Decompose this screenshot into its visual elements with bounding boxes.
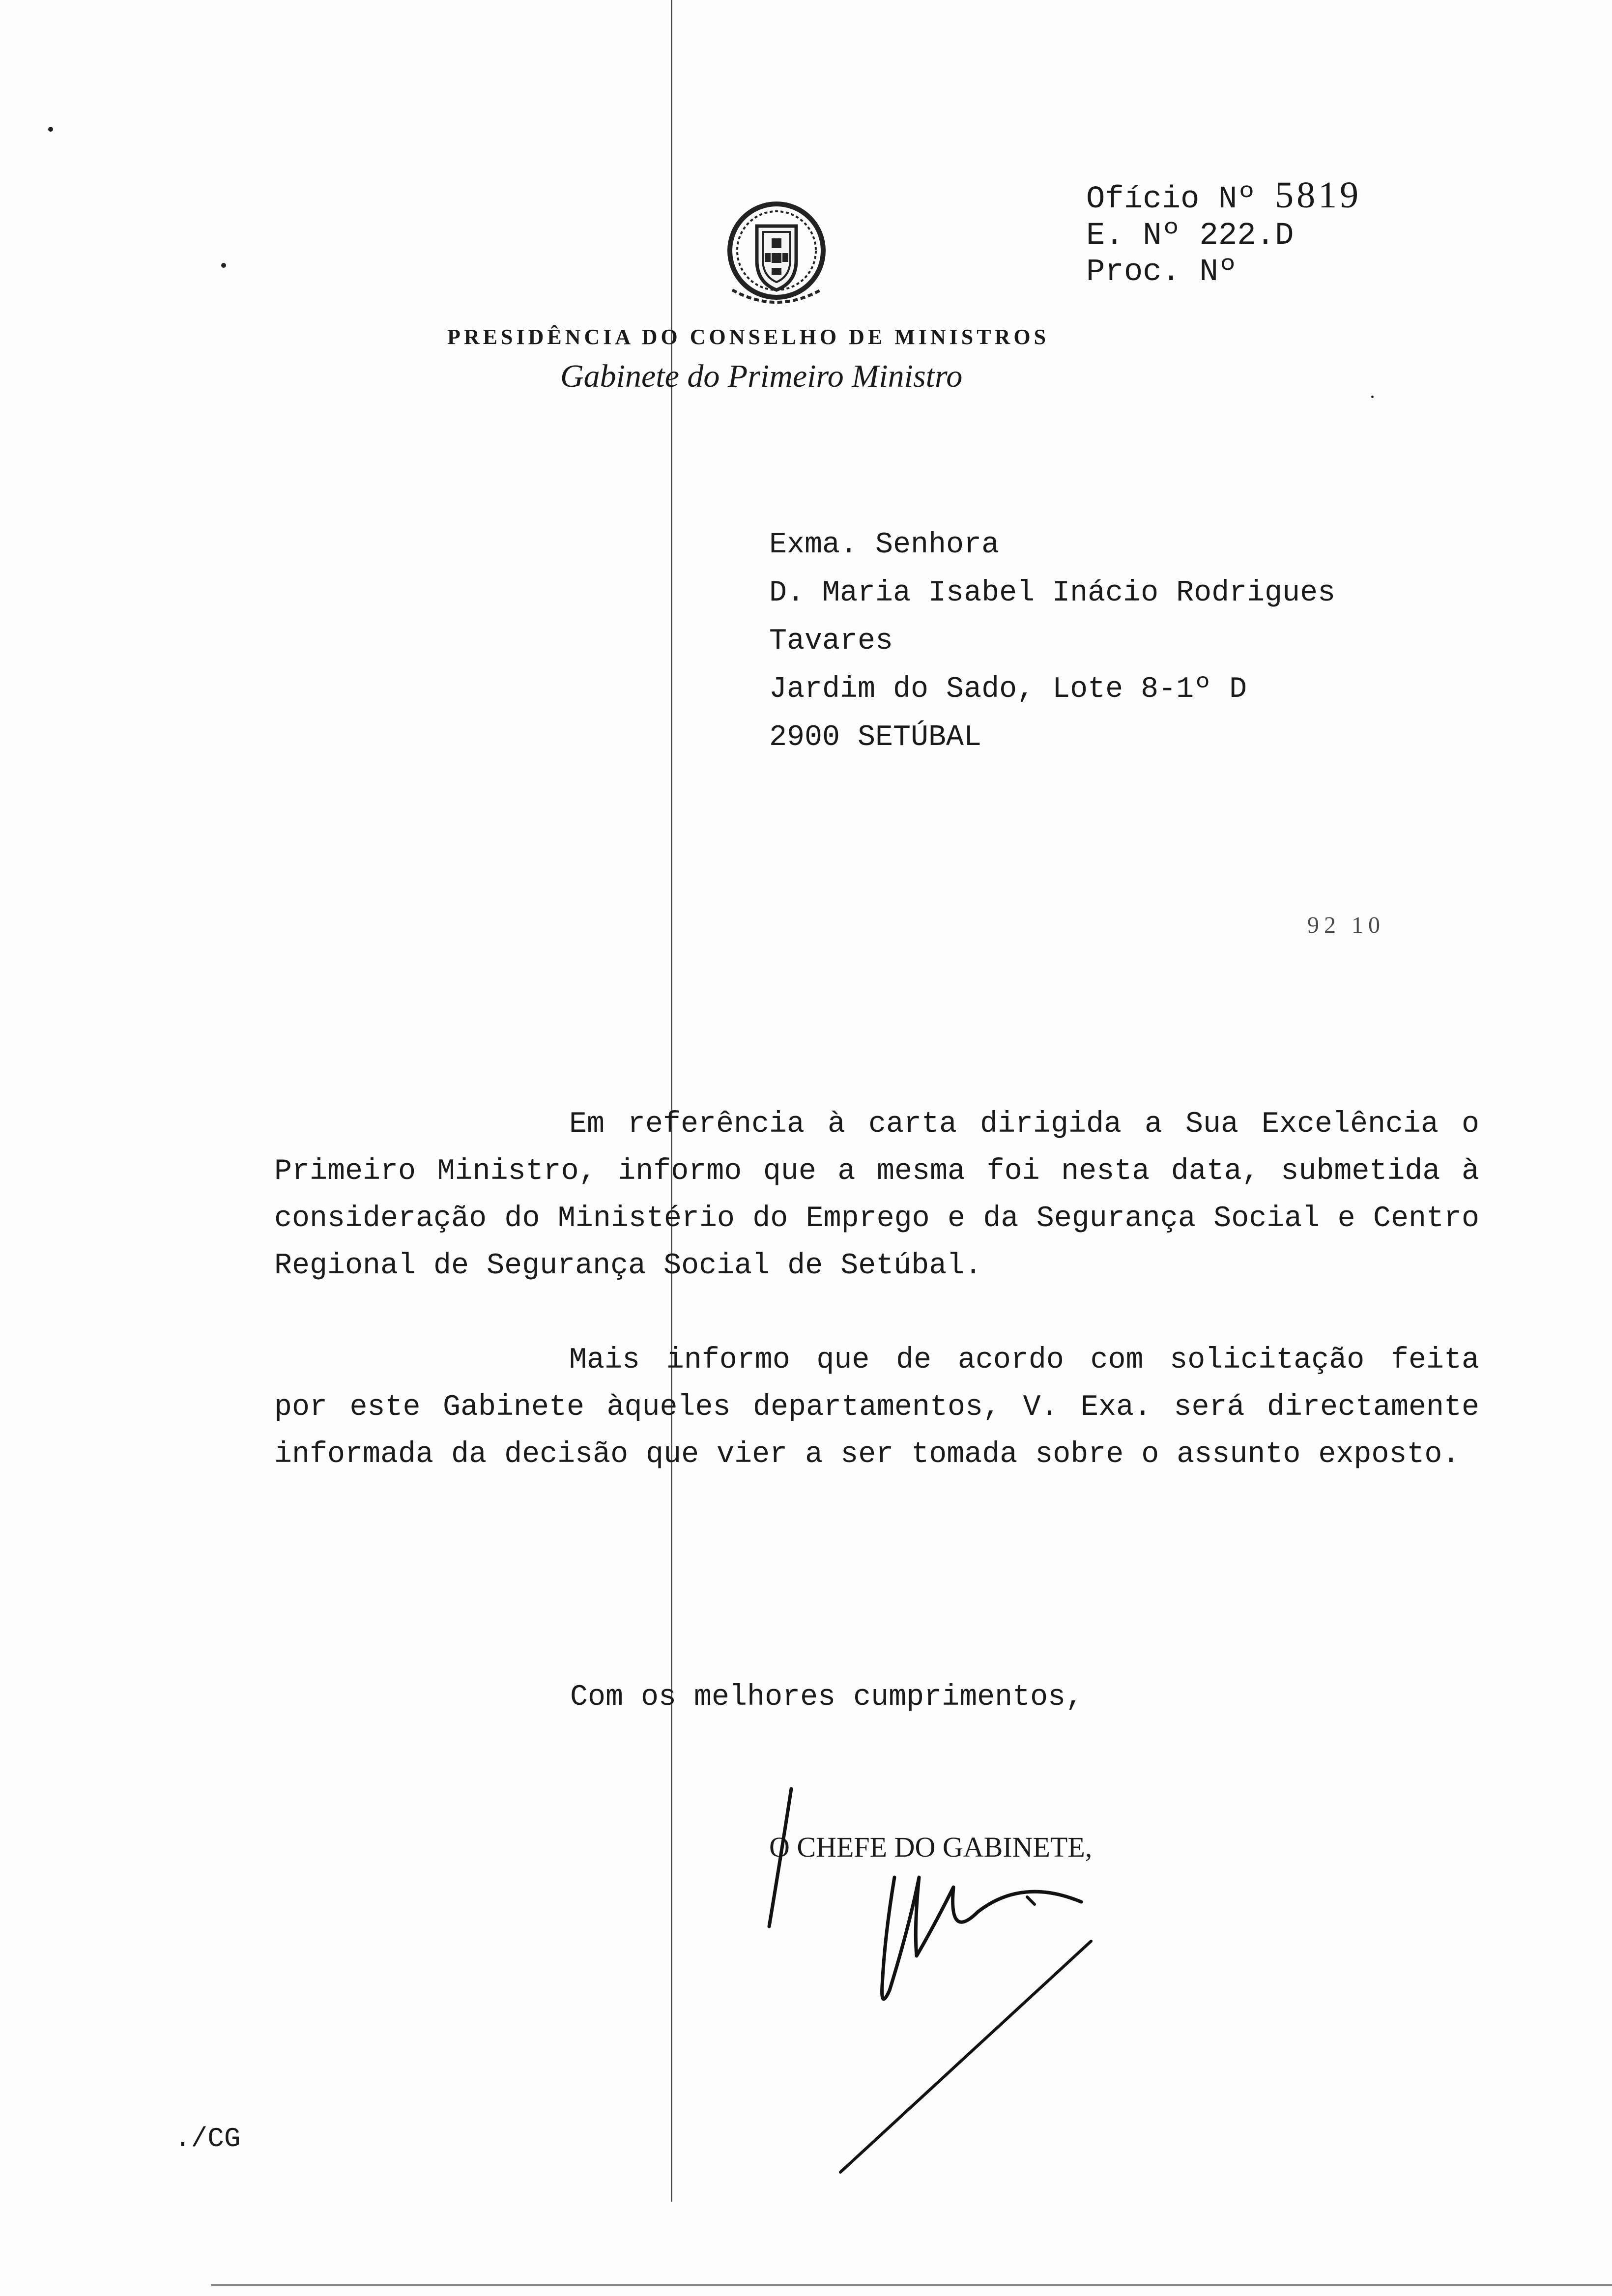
oficio-number: 5819 <box>1275 174 1362 216</box>
closing-line: Com os melhores cumprimentos, <box>570 1681 1084 1714</box>
recipient-street: Jardim do Sado, Lote 8-1º D <box>769 673 1247 706</box>
date-stamp: 92 10 <box>1307 912 1385 938</box>
process-number-line: Proc. Nº <box>1086 255 1238 290</box>
reference-block <box>1086 174 1362 290</box>
scan-speck <box>1371 396 1374 398</box>
body-paragraph-1: Em referência à carta dirigida a Sua Excelência o Primeiro Ministro, informo que a mesma foi nesta data, submetida à consideração do Ministério do Emprego e da Segurança Social e Centro Regional de Segurança Social de Setúbal. <box>274 1108 1479 1283</box>
typist-initials: ./CG <box>174 2123 241 2154</box>
scan-speck <box>48 127 53 132</box>
scan-speck <box>221 263 226 268</box>
recipient-name-line1: D. Maria Isabel Inácio Rodrigues <box>769 576 1336 610</box>
signer-title: O CHEFE DO GABINETE, <box>769 1831 1093 1863</box>
body-paragraph-2: Mais informo que de acordo com solicitação feita por este Gabinete àqueles departamentos, V. Exa. será directamente informada da decisão que vier a ser tomada sobre o assunto exposto. <box>274 1344 1479 1471</box>
oficio-line <box>1086 174 1362 218</box>
entry-number-line: E. Nº 222.D <box>1086 218 1294 254</box>
recipient-name-line2: Tavares <box>769 625 893 658</box>
oficio-label: Ofício Nº <box>1086 182 1256 217</box>
institution-title: PRESIDÊNCIA DO CONSELHO DE MINISTROS <box>447 325 1050 349</box>
recipient-address <box>769 521 1335 762</box>
salutation: Exma. Senhora <box>769 528 1000 562</box>
handwritten-signature <box>747 1779 1140 2197</box>
recipient-city: 2900 SETÚBAL <box>769 721 982 754</box>
portuguese-coat-of-arms-icon <box>722 192 831 315</box>
scan-bottom-edge <box>211 2284 1612 2286</box>
office-subtitle: Gabinete do Primeiro Ministro <box>560 358 963 394</box>
